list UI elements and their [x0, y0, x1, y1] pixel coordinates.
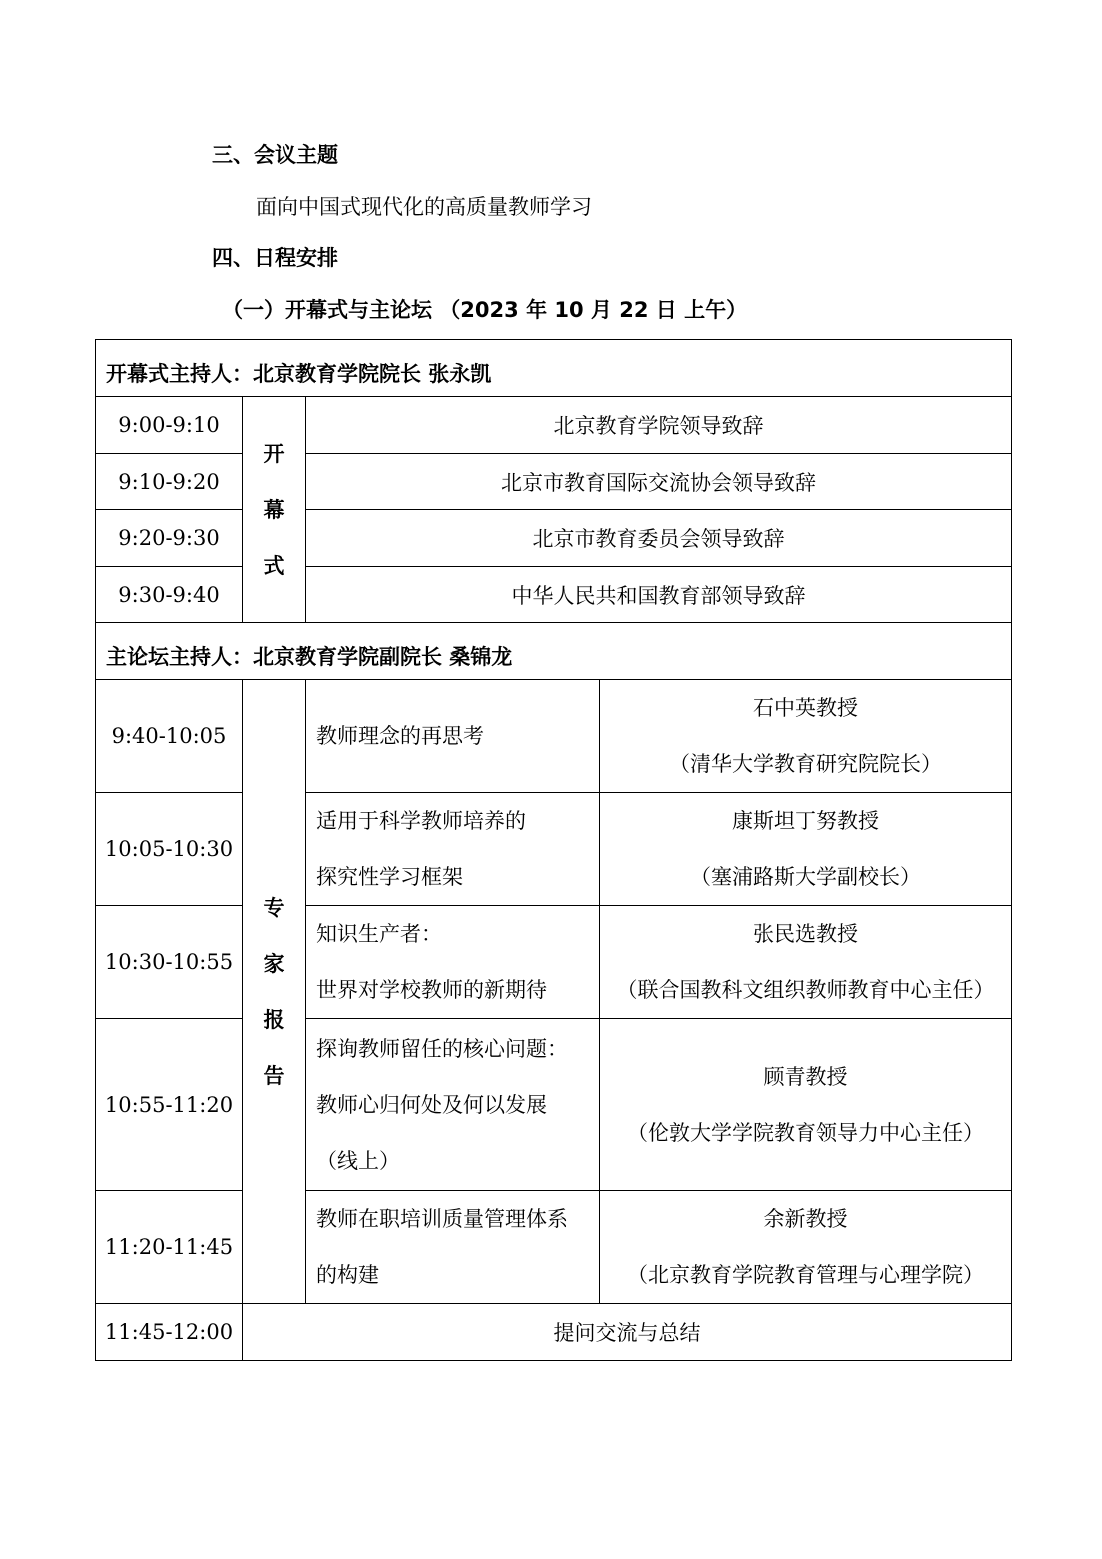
- time-cell: 11:45-12:00: [96, 1304, 243, 1361]
- topic-line: 知识生产者：: [316, 922, 442, 946]
- table-row: [96, 906, 1012, 1019]
- talk-topic: [306, 680, 600, 793]
- table-row: [96, 454, 1012, 510]
- label-char: 式: [263, 553, 285, 578]
- table-row: [96, 1019, 1012, 1191]
- table-row: [96, 510, 1012, 567]
- speaker-affiliation: （塞浦路斯大学副校长）: [690, 865, 921, 889]
- topic-line: 教师在职培训质量管理体系: [316, 1207, 568, 1231]
- speaker-affiliation: （清华大学教育研究院院长）: [669, 752, 942, 776]
- speaker-affiliation: （联合国教科文组织教师教育中心主任）: [616, 978, 995, 1002]
- table-row: [96, 567, 1012, 623]
- table-row: [96, 1191, 1012, 1304]
- topic-line: 适用于科学教师培养的: [316, 809, 526, 833]
- topic-line: 探究性学习框架: [316, 865, 463, 889]
- speaker-cell: [600, 1191, 1012, 1304]
- time-cell: 9:20-9:30: [96, 510, 243, 567]
- speaker-cell: [600, 906, 1012, 1019]
- speaker-name: 康斯坦丁努教授: [732, 809, 879, 833]
- time-cell: 9:40-10:05: [96, 680, 243, 793]
- section-heading-theme: 三、会议主题: [212, 143, 338, 167]
- speaker-affiliation: （伦敦大学学院教育领导力中心主任）: [627, 1120, 984, 1145]
- agenda-item: 北京教育学院领导致辞: [306, 397, 1012, 454]
- table-row: [96, 1304, 1012, 1361]
- time-cell: 10:55-11:20: [96, 1019, 243, 1191]
- agenda-item: 北京市教育国际交流协会领导致辞: [306, 454, 1012, 510]
- label-char: 专: [263, 895, 285, 920]
- subsection-heading-opening-forum: （一）开幕式与主论坛 （2023 年 10 月 22 日 上午）: [222, 298, 748, 322]
- time-cell: 10:30-10:55: [96, 906, 243, 1019]
- speaker-cell: [600, 793, 1012, 906]
- table-row: [96, 680, 1012, 793]
- topic-line: 世界对学校教师的新期待: [316, 978, 547, 1002]
- topic-line: 的构建: [316, 1263, 379, 1287]
- speaker-cell: [600, 680, 1012, 793]
- agenda-item: 提问交流与总结: [243, 1304, 1012, 1361]
- speaker-cell: [600, 1019, 1012, 1191]
- talk-topic: [306, 1191, 600, 1304]
- speaker-name: 张民选教授: [753, 922, 858, 946]
- table-row: [96, 793, 1012, 906]
- speaker-name: 顾青教授: [763, 1064, 848, 1089]
- talk-topic: [306, 793, 600, 906]
- opening-host-row: [96, 340, 1012, 397]
- speaker-affiliation: （北京教育学院教育管理与心理学院）: [627, 1263, 984, 1287]
- topic-line: 教师心归何处及何以发展: [316, 1092, 547, 1117]
- topic-line: （线上）: [316, 1148, 400, 1173]
- label-char: 家: [263, 951, 285, 976]
- label-char: 告: [263, 1063, 285, 1088]
- opening-host: 开幕式主持人：北京教育学院院长 张永凯: [96, 340, 1012, 397]
- speaker-name: 石中英教授: [753, 696, 858, 720]
- section-heading-schedule: 四、日程安排: [212, 246, 338, 270]
- label-char: 开: [263, 441, 285, 466]
- speaker-name: 余新教授: [763, 1207, 848, 1231]
- schedule-table: [95, 339, 1012, 1361]
- time-cell: 11:20-11:45: [96, 1191, 243, 1304]
- time-cell: 9:10-9:20: [96, 454, 243, 510]
- table-row: [96, 397, 1012, 454]
- time-cell: 9:00-9:10: [96, 397, 243, 454]
- expert-report-label: [243, 680, 306, 1304]
- forum-host: 主论坛主持人：北京教育学院副院长 桑锦龙: [96, 623, 1012, 680]
- forum-host-row: [96, 623, 1012, 680]
- time-cell: 9:30-9:40: [96, 567, 243, 623]
- talk-topic: [306, 1019, 600, 1191]
- conference-theme: 面向中国式现代化的高质量教师学习: [256, 195, 592, 219]
- agenda-item: 中华人民共和国教育部领导致辞: [306, 567, 1012, 623]
- topic-line: 探询教师留任的核心问题：: [316, 1036, 568, 1061]
- label-char: 幕: [263, 497, 285, 522]
- agenda-item: 北京市教育委员会领导致辞: [306, 510, 1012, 567]
- talk-topic: [306, 906, 600, 1019]
- time-cell: 10:05-10:30: [96, 793, 243, 906]
- label-char: 报: [263, 1007, 285, 1032]
- topic-line: 教师理念的再思考: [316, 724, 484, 748]
- opening-ceremony-label: [243, 397, 306, 623]
